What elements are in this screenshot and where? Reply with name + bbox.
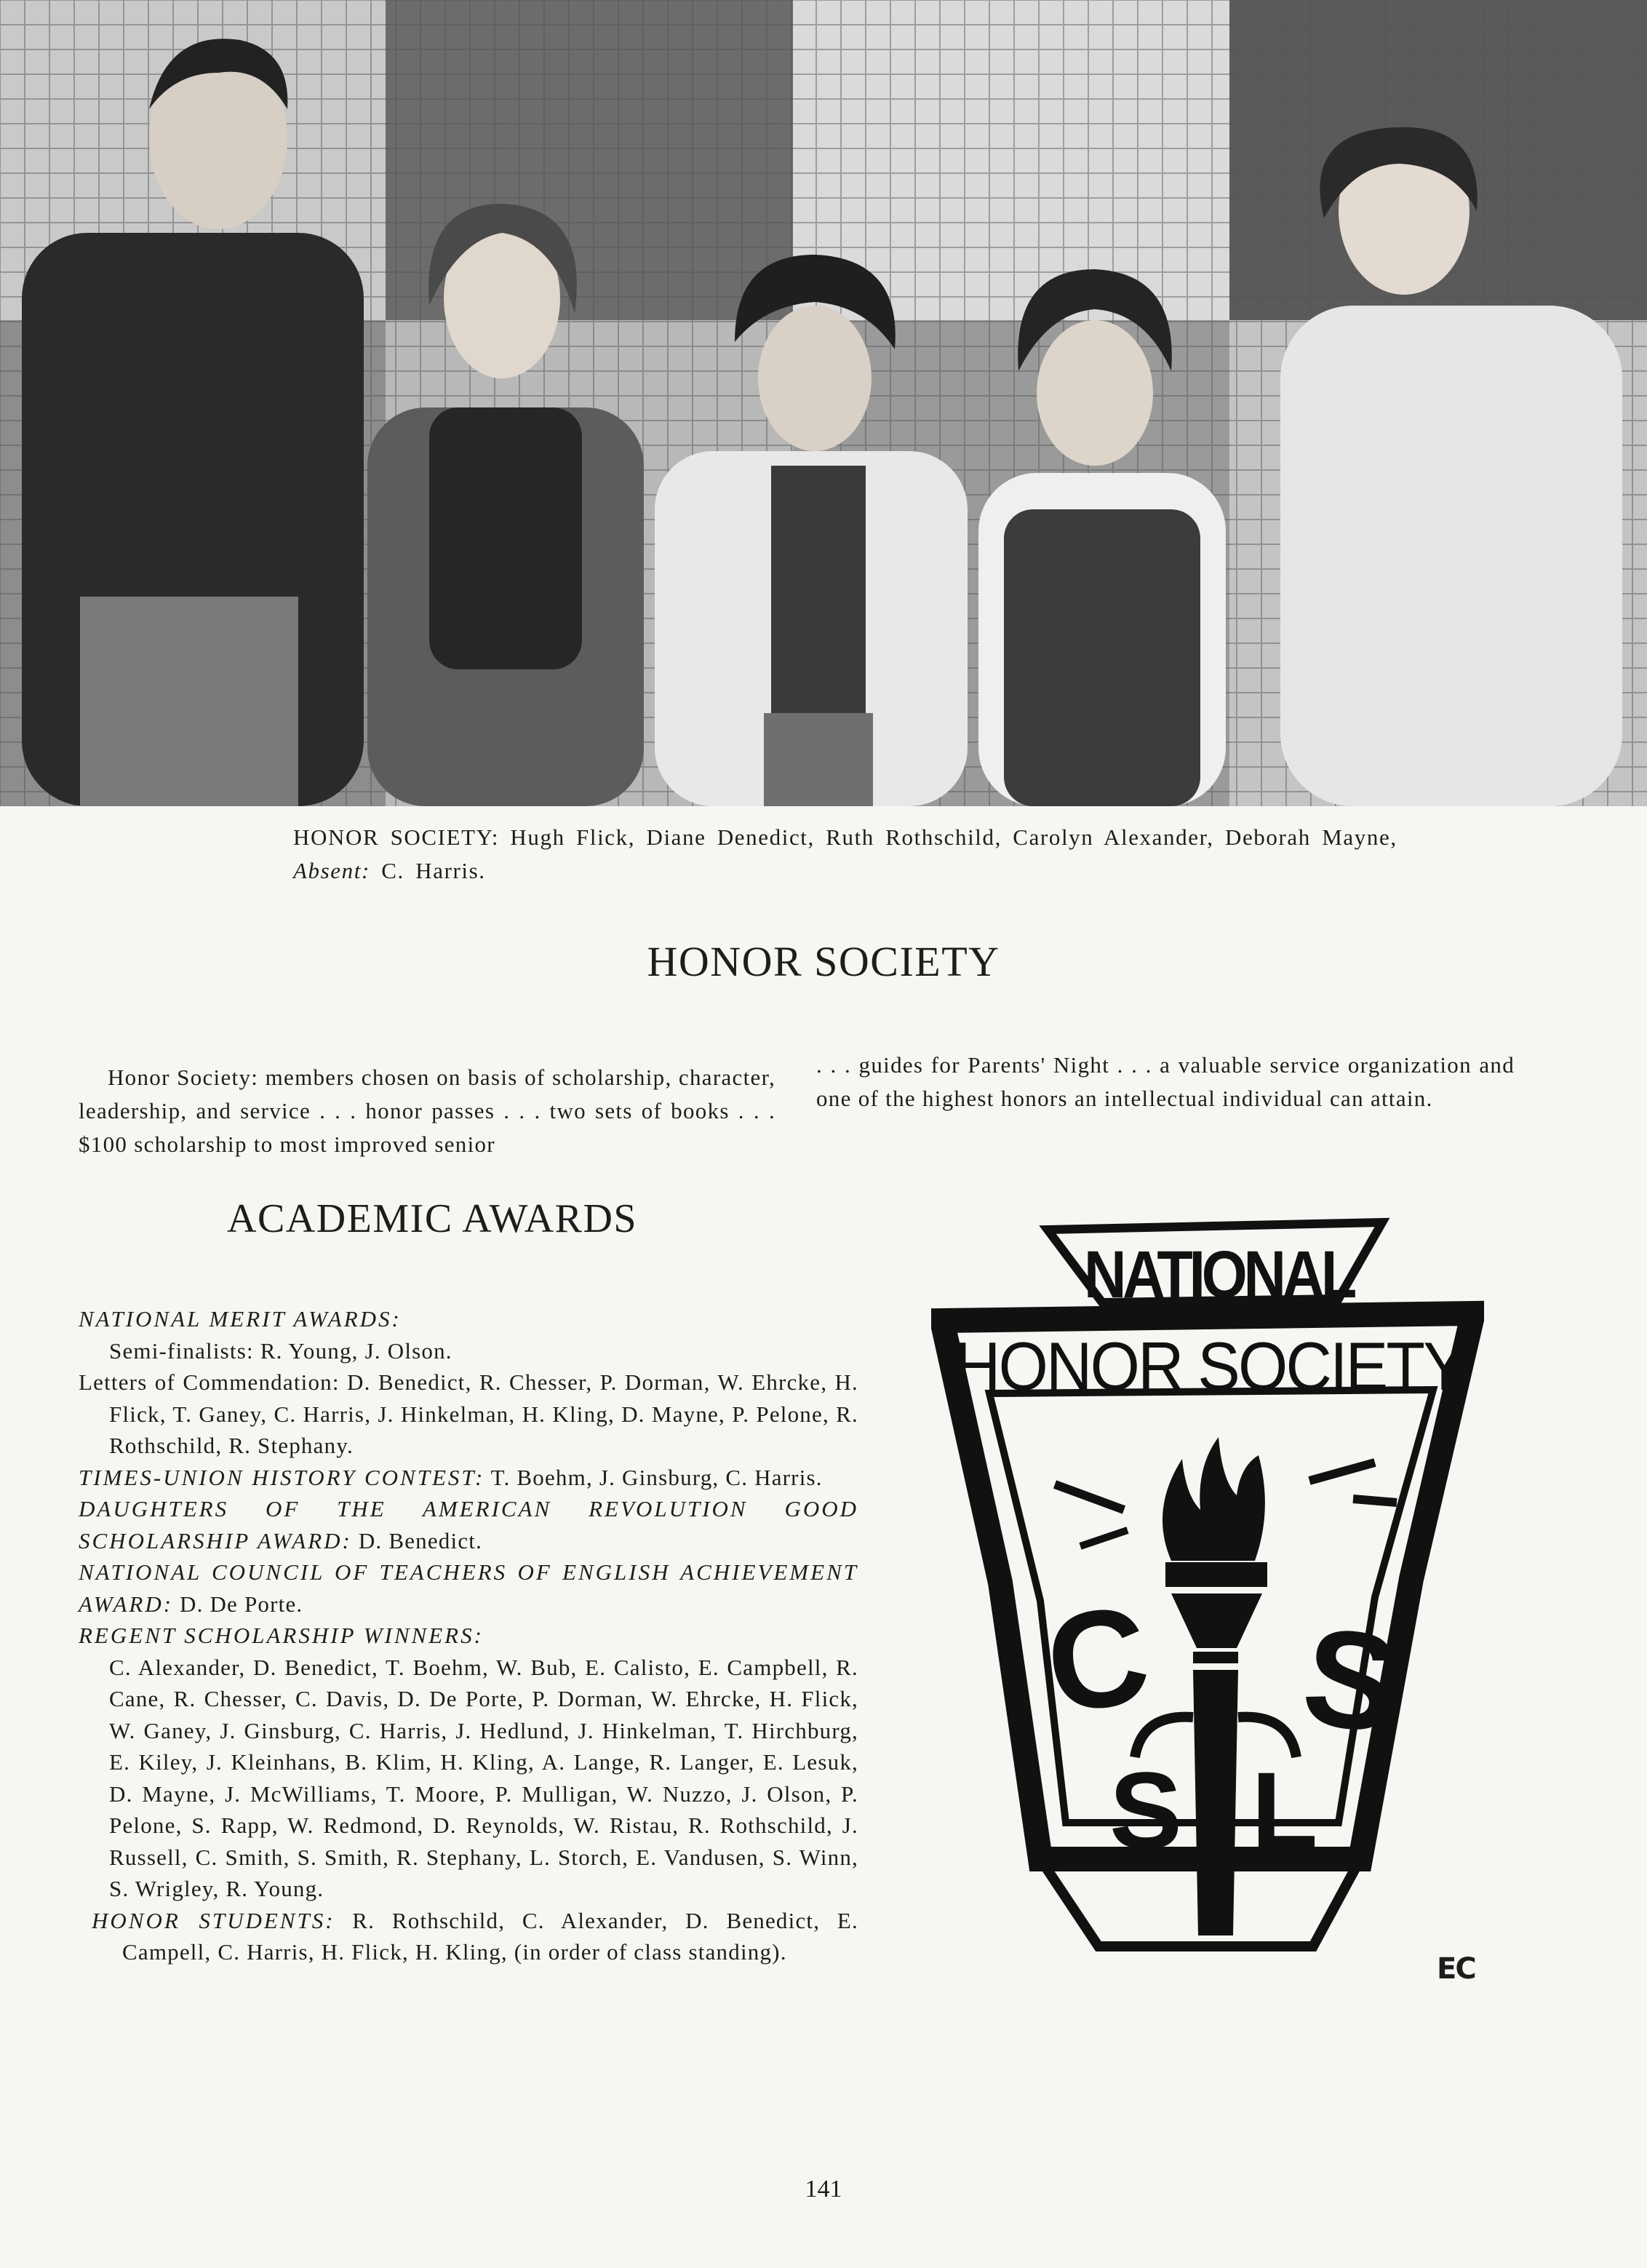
keystone-emblem-icon — [931, 1204, 1484, 2012]
semi-finalists: Semi-finalists: R. Young, J. Olson. — [109, 1337, 452, 1364]
national-merit-label: NATIONAL MERIT AWARDS: — [79, 1306, 402, 1332]
emblem-letter-c: C — [1037, 1576, 1158, 1743]
awards-list — [79, 1303, 858, 1968]
honor-students-names: R. Rothschild, C. Alexander, D. Benedict, E. Campell, C. Harris, H. Flick, H. Kling, (in order of class standing). — [122, 1907, 859, 1965]
artist-signature: EC — [1437, 1952, 1475, 1986]
honor-students-label: HONOR STUDENTS: — [92, 1907, 335, 1933]
regents-label: REGENT SCHOLARSHIP WINNERS: — [79, 1623, 484, 1648]
honor-society-paragraph-right: . . . guides for Parents' Night . . . a valuable service organization and one of the highest honors an intellectual individual can attain. — [816, 1052, 1515, 1111]
honor-society-paragraph-left: Honor Society: members chosen on basis of scholarship, character, leadership, and service . . . honor passes . . . two sets of books . . . $100 scholarship to most improved senior — [79, 1065, 775, 1157]
dar-names: D. Benedict. — [358, 1527, 483, 1553]
honor-society-heading: HONOR SOCIETY — [647, 938, 1000, 985]
emblem-letter-l: L — [1251, 1749, 1318, 1871]
academic-awards-heading: ACADEMIC AWARDS — [227, 1196, 638, 1241]
emblem-line2: HONOR SOCIETY — [954, 1328, 1465, 1404]
honor-students-entry — [92, 1905, 859, 1968]
national-honor-society-emblem — [931, 1204, 1484, 2012]
caption-absent-names: C. Harris. — [381, 858, 486, 883]
letters-of-commendation — [79, 1366, 858, 1462]
caption-label: HONOR SOCIETY: — [293, 824, 500, 850]
caption-names: Hugh Flick, Diane Denedict, Ruth Rothschild, Carolyn Alexander, Deborah Mayne, — [510, 824, 1397, 850]
group-photo — [0, 0, 1647, 806]
ncte-names: D. De Porte. — [179, 1591, 303, 1617]
ncte-entry — [79, 1556, 858, 1620]
page-number: 141 — [805, 2176, 842, 2203]
ncte-label: NATIONAL COUNCIL OF TEACHERS OF ENGLISH ACHIEVEMENT AWARD: — [79, 1559, 858, 1617]
times-union-names: T. Boehm, J. Ginsburg, C. Harris. — [490, 1464, 823, 1490]
emblem-line1: NATIONAL — [1084, 1238, 1356, 1312]
caption-absent-label: Absent: — [293, 858, 370, 883]
emblem-letter-s-left: S — [1109, 1749, 1183, 1871]
times-union-entry — [79, 1462, 858, 1494]
dar-entry — [79, 1493, 858, 1556]
emblem-letter-s-right: S — [1294, 1597, 1408, 1764]
group-photo-icon — [0, 0, 1647, 806]
regents-names: C. Alexander, D. Benedict, T. Boehm, W. Bub, E. Calisto, E. Campbell, R. Cane, R. Chesser, C. Davis, D. De Porte, P. Dorman, W. Ehrcke, H. Flick, W. Ganey, J. Ginsburg, C. Harris, J. Hedlund, J. Hinkelman, T. Hirchburg, E. Kiley, J. Kleinhans, B. Klim, H. Kling, A. Lange, R. Langer, E. Lesuk, D. Mayne, J. McWilliams, T. Moore, P. Mulligan, W. Nuzzo, J. Olson, P. Pelone, S. Rapp, W. Redmond, D. Reynolds, W. Ristau, R. Rothschild, J. Russell, C. Smith, S. Smith, R. Stephany, L. Storch, E. Vandusen, S. Winn, S. Wrigley, R. Young. — [109, 1654, 858, 1901]
dar-label: DAUGHTERS OF THE AMERICAN REVOLUTION GOOD SCHOLARSHIP AWARD: — [79, 1496, 858, 1553]
times-union-label: TIMES-UNION HISTORY CONTEST: — [79, 1464, 485, 1490]
letters-text: Letters of Commendation: D. Benedict, R. Chesser, P. Dorman, W. Ehrcke, H. Flick, T. Ganey, C. Harris, J. Hinkelman, H. Kling, D. Mayne, P. Pelone, R. Rothschild, R. Stephany. — [79, 1369, 858, 1458]
photo-caption — [293, 821, 1428, 888]
